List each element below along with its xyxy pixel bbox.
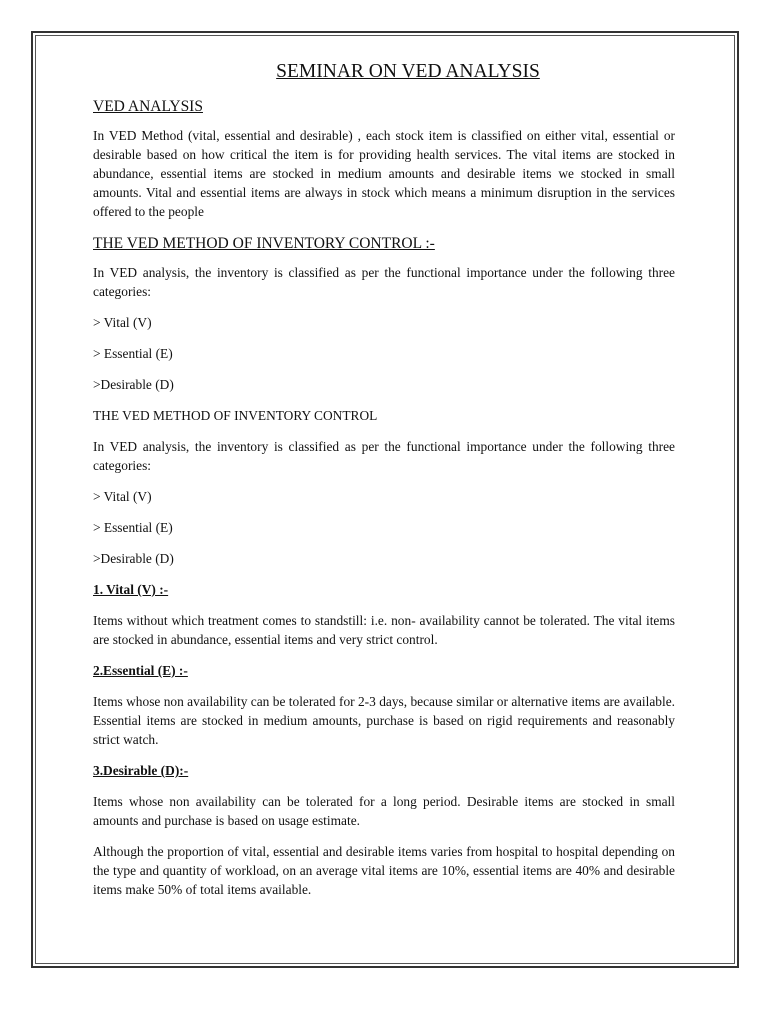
category-item-vital: > Vital (V) (93, 315, 152, 330)
section-heading-inventory-control-repeat: THE VED METHOD OF INVENTORY CONTROL (93, 408, 378, 423)
document-body (93, 58, 675, 911)
inventory-control-paragraph-repeat: In VED analysis, the inventory is classified as per the functional importance under the following three categories: (93, 439, 675, 473)
closing-paragraph: Although the proportion of vital, essential and desirable items varies from hospital to hospital depending on the type and quantity of workload, on an average vital items are 10%, essential items are 40% and desirable items make 50% of total items available. (93, 844, 675, 897)
ved-analysis-paragraph: In VED Method (vital, essential and desirable) , each stock item is classified on either vital, essential or desirable based on how critical the item is for providing health services. The vital items are stocked in abundance, essential items are stocked in medium amounts and desirable items we stocked in small amounts. Vital and essential items are always in stock which means a minimum disruption in the services offered to the people (93, 128, 675, 219)
inventory-control-paragraph: In VED analysis, the inventory is classified as per the functional importance under the following three categories: (93, 265, 675, 299)
document-title: SEMINAR ON VED ANALYSIS (276, 61, 540, 82)
essential-paragraph: Items whose non availability can be tolerated for 2-3 days, because similar or alternative items are available. Essential items are stocked in medium amounts, purchase is based on rigid requirements and reasonably strict watch. (93, 694, 675, 747)
category-item-vital-repeat: > Vital (V) (93, 489, 152, 504)
section-heading-inventory-control: THE VED METHOD OF INVENTORY CONTROL :- (93, 235, 435, 252)
vital-paragraph: Items without which treatment comes to standstill: i.e. non- availability cannot be tolerated. The vital items are stocked in abundance, essential items and very strict control. (93, 613, 675, 647)
category-item-desirable-repeat: >Desirable (D) (93, 551, 174, 566)
vital-heading: 1. Vital (V) :- (93, 582, 169, 597)
section-heading-ved-analysis: VED ANALYSIS (93, 98, 203, 115)
essential-heading: 2.Essential (E) :- (93, 663, 188, 678)
category-item-essential: > Essential (E) (93, 346, 173, 361)
category-item-essential-repeat: > Essential (E) (93, 520, 173, 535)
desirable-paragraph: Items whose non availability can be tolerated for a long period. Desirable items are stocked in small amounts and purchase is based on usage estimate. (93, 794, 675, 828)
category-item-desirable: >Desirable (D) (93, 377, 174, 392)
desirable-heading: 3.Desirable (D):- (93, 763, 189, 778)
